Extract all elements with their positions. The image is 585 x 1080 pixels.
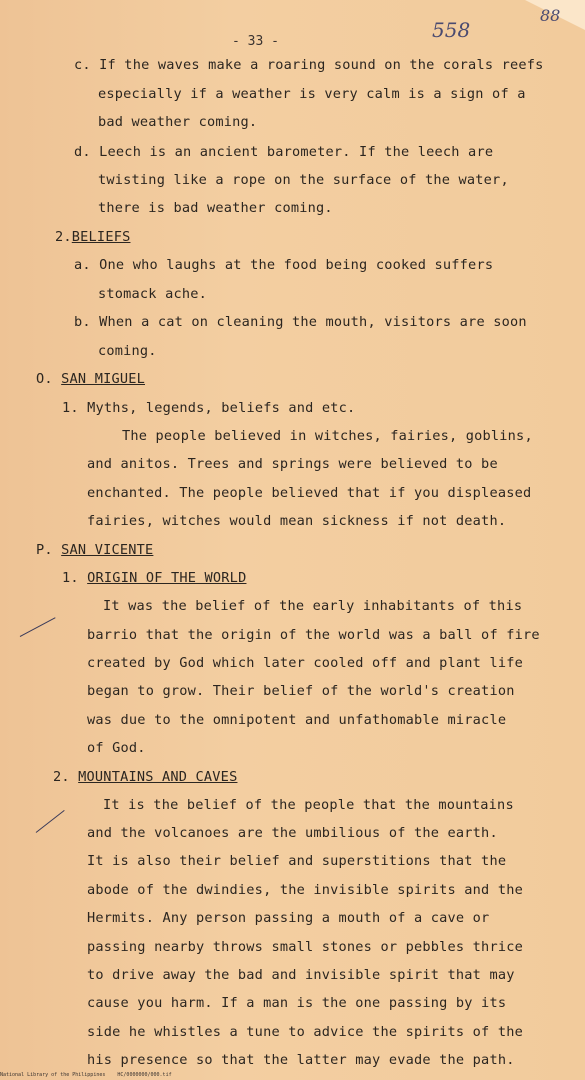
- text-line: passing nearby throws small stones or pebbles thrice: [87, 939, 523, 955]
- text-line: bad weather coming.: [98, 114, 258, 130]
- section-heading: [53, 769, 237, 785]
- text-line: created by God which later cooled off and plant life: [87, 655, 523, 671]
- text-line: of God.: [87, 740, 146, 756]
- text-line: to drive away the bad and invisible spirit that may: [87, 967, 515, 983]
- text-line: side he whistles a tune to advice the spirits of the: [87, 1024, 523, 1040]
- text-line: there is bad weather coming.: [98, 200, 333, 216]
- archive-footer: National Library of the Philippines HC/0000000/000.tif: [0, 1072, 172, 1078]
- section-title: SAN MIGUEL: [61, 371, 145, 387]
- text-line: b. When a cat on cleaning the mouth, visitors are soon: [74, 314, 527, 330]
- page-number: - 33 -: [232, 34, 279, 49]
- margin-pen-mark: [36, 810, 65, 833]
- text-line: and anitos. Trees and springs were believed to be: [87, 456, 498, 472]
- section-number: 2.: [55, 229, 72, 245]
- section-letter: O.: [36, 371, 62, 387]
- text-line: d. Leech is an ancient barometer. If the leech are: [74, 144, 494, 160]
- handwritten-corner-number: 88: [540, 6, 561, 25]
- section-heading: [62, 570, 246, 586]
- text-line: Hermits. Any person passing a mouth of a cave or: [87, 910, 490, 926]
- section-number: 1.: [62, 570, 88, 586]
- text-line: began to grow. Their belief of the world's creation: [87, 683, 515, 699]
- section-heading: [55, 229, 130, 245]
- text-line: c. If the waves make a roaring sound on the corals reefs: [74, 57, 544, 73]
- section-heading: [36, 542, 153, 558]
- text-line: barrio that the origin of the world was a ball of fire: [87, 627, 540, 643]
- text-line: and the volcanoes are the umbilious of the earth.: [87, 825, 498, 841]
- text-line: twisting like a rope on the surface of the water,: [98, 172, 509, 188]
- text-line: 1. Myths, legends, beliefs and etc.: [62, 400, 356, 416]
- section-title: BELIEFS: [71, 229, 131, 245]
- text-line: a. One who laughs at the food being cooked suffers: [74, 257, 494, 273]
- text-line: It is the belief of the people that the mountains: [103, 797, 514, 813]
- text-line: abode of the dwindies, the invisible spirits and the: [87, 882, 523, 898]
- text-line: cause you harm. If a man is the one passing by its: [87, 995, 507, 1011]
- handwritten-page-number: 558: [432, 18, 471, 42]
- section-letter: P.: [36, 542, 62, 558]
- text-line: enchanted. The people believed that if you displeased: [87, 485, 532, 501]
- text-line: It is also their belief and superstitions that the: [87, 853, 507, 869]
- section-title: MOUNTAINS AND CAVES: [78, 769, 238, 785]
- text-line: It was the belief of the early inhabitants of this: [103, 598, 523, 614]
- margin-pen-mark: [20, 617, 56, 637]
- text-line: was due to the omnipotent and unfathomable miracle: [87, 712, 507, 728]
- text-line: stomack ache.: [98, 286, 207, 302]
- text-line: fairies, witches would mean sickness if not death.: [87, 513, 507, 529]
- text-line: his presence so that the latter may evade the path.: [87, 1052, 515, 1068]
- section-title: ORIGIN OF THE WORLD: [87, 570, 247, 586]
- section-title: SAN VICENTE: [61, 542, 154, 558]
- text-line: The people believed in witches, fairies, goblins,: [122, 428, 533, 444]
- section-number: 2.: [53, 769, 79, 785]
- section-heading: [36, 371, 145, 387]
- text-line: especially if a weather is very calm is a sign of a: [98, 86, 526, 102]
- text-line: coming.: [98, 343, 157, 359]
